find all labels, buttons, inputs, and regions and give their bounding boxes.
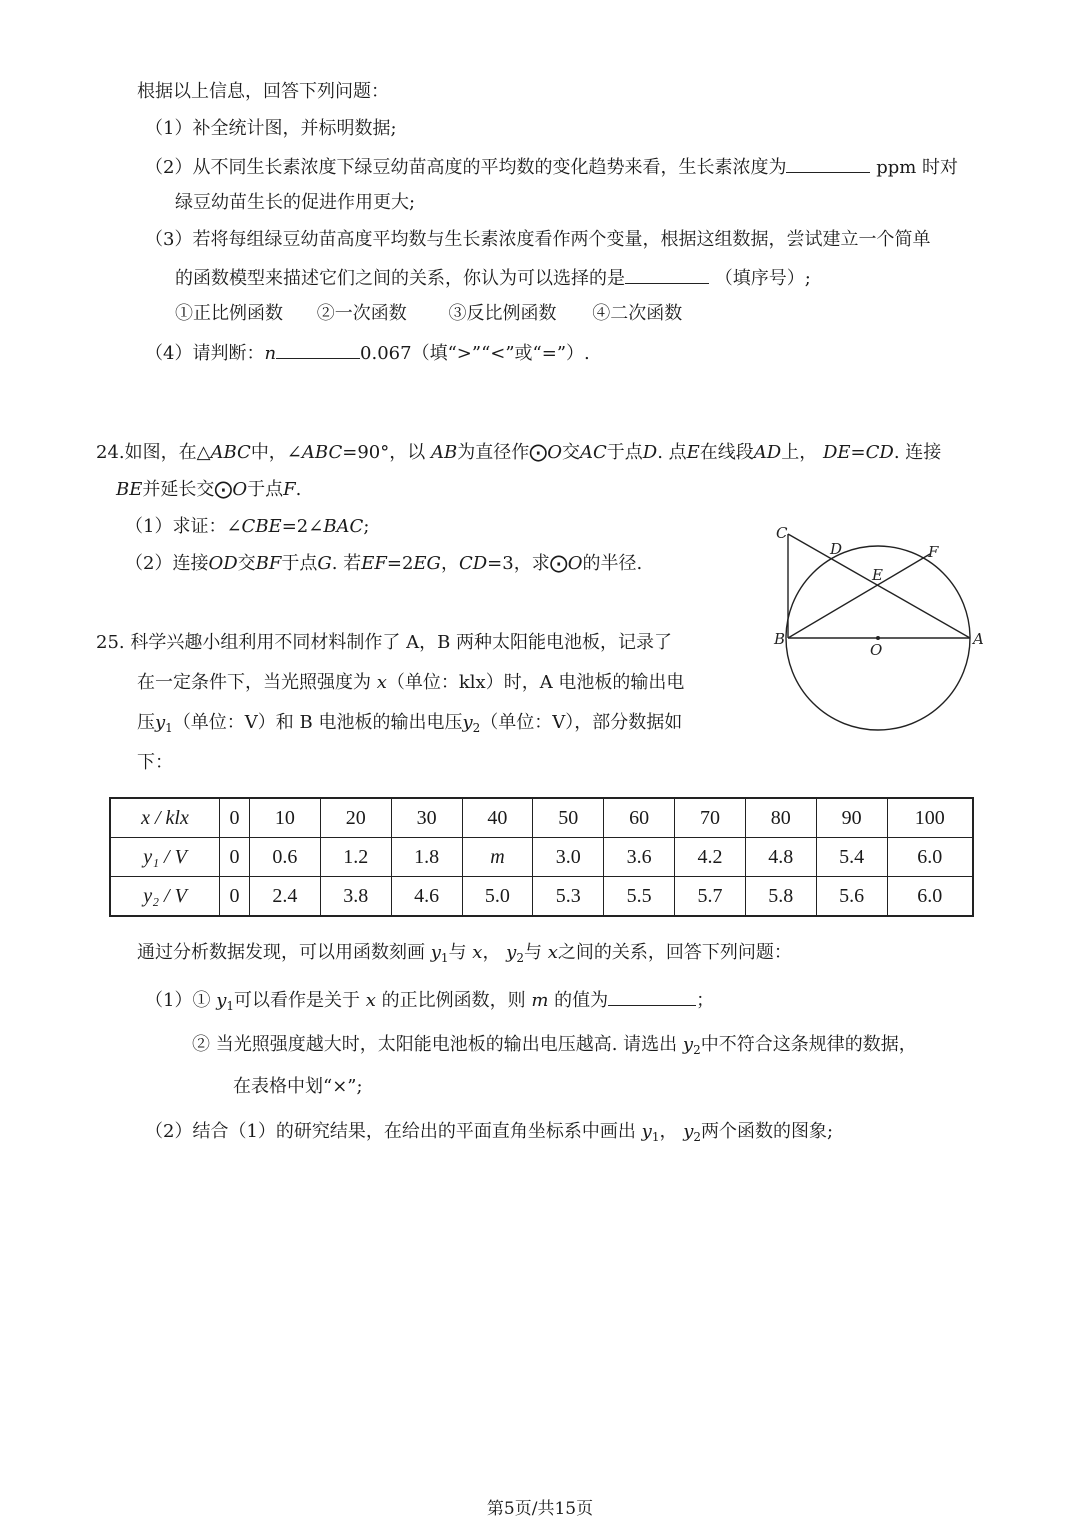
q25-part1-2: ② 当光照强度越大时，太阳能电池板的输出电压越高. 请选出 $y_2$中不符合这条规律的数据， <box>192 1034 917 1057</box>
q23-options <box>175 302 682 326</box>
row-header: x / klx <box>110 798 220 838</box>
table-cell: 5.4 <box>816 838 887 877</box>
page-footer: 第5页/共15页 <box>486 1499 594 1519</box>
table-cell: 5.5 <box>604 877 675 917</box>
q23-part3-cont: 的函数模型来描述它们之间的关系，你认为可以选择的是 （填序号）; <box>175 265 811 291</box>
table-cell: m <box>462 838 533 877</box>
table-cell: 4.8 <box>745 838 816 877</box>
answer-blank[interactable] <box>608 987 696 1006</box>
q23-intro: 根据以上信息，回答下列问题： <box>137 81 389 102</box>
table-row <box>110 798 973 838</box>
option-2: ②一次函数 <box>316 303 407 324</box>
table-cell: 6.0 <box>887 877 973 917</box>
row-header: y₁ / V <box>110 838 220 877</box>
table-cell: 80 <box>745 798 816 838</box>
table-cell: 0.6 <box>249 838 320 877</box>
table-cell: 0 <box>220 838 250 877</box>
q23-part1: （1）补全统计图，并标明数据; <box>145 118 397 139</box>
q24-stem-line1: 24.如图，在△ABC中，∠ABC=90°，以 AB为直径作⨀O交AC于点D. 点E在线段AD上， DE=CD. 连接 <box>96 442 942 463</box>
table-cell: 50 <box>533 798 604 838</box>
data-table <box>109 797 974 917</box>
table-cell: 1.2 <box>320 838 391 877</box>
table-cell: 5.8 <box>745 877 816 917</box>
option-3: ③反比例函数 <box>448 303 557 324</box>
q23-part4: （4）请判断：n 0.067（填“>”“<”或“=”）. <box>145 340 590 366</box>
table-cell: 1.8 <box>391 838 462 877</box>
table-cell: 20 <box>320 798 391 838</box>
table-cell: 100 <box>887 798 973 838</box>
label-f: F <box>928 543 939 561</box>
q25-analysis: 通过分析数据发现，可以用函数刻画 $y_1$与 x， $y_2$与 x之间的关系，回答下列问题： <box>137 942 792 965</box>
q25-stem-line4: 下： <box>137 752 173 773</box>
label-o: O <box>870 641 883 659</box>
table-cell: 5.7 <box>675 877 746 917</box>
geometry-figure <box>770 518 995 733</box>
table-cell: 6.0 <box>887 838 973 877</box>
q23-part2-cont: 绿豆幼苗生长的促进作用更大; <box>175 192 416 213</box>
table-cell: 60 <box>604 798 675 838</box>
table-cell: 3.8 <box>320 877 391 917</box>
q25-part1-1: （1）① $y_1$可以看作是关于 x 的正比例函数，则 m 的值为 ； <box>145 987 714 1013</box>
segment-bf <box>788 554 930 638</box>
q25-part1-2-cont: 在表格中划“×”; <box>233 1076 363 1097</box>
table-cell: 4.2 <box>675 838 746 877</box>
q24-part1: （1）求证：∠CBE=2∠BAC; <box>125 516 370 537</box>
label-d: D <box>830 540 843 558</box>
table-cell: 0 <box>220 798 250 838</box>
table-cell: 5.3 <box>533 877 604 917</box>
center-point <box>876 636 880 640</box>
q24-part2: （2）连接OD交BF于点G. 若EF=2EG，CD=3，求⨀O的半径. <box>125 553 643 574</box>
table-cell: 2.4 <box>249 877 320 917</box>
label-e: E <box>872 566 883 584</box>
label-b: B <box>774 630 786 648</box>
table-cell: 30 <box>391 798 462 838</box>
table-cell: 3.6 <box>604 838 675 877</box>
table-cell: 3.0 <box>533 838 604 877</box>
table-cell: 90 <box>816 798 887 838</box>
table-cell: 5.6 <box>816 877 887 917</box>
table-row <box>110 877 973 917</box>
answer-blank[interactable] <box>625 265 709 284</box>
table-cell: 0 <box>220 877 250 917</box>
q25-stem-line2: 在一定条件下，当光照强度为 x（单位：klx）时，A 电池板的输出电 <box>137 672 685 693</box>
q23-part2: （2）从不同生长素浓度下绿豆幼苗高度的平均数的变化趋势来看，生长素浓度为 ppm 时对 <box>145 154 958 180</box>
table-cell: 10 <box>249 798 320 838</box>
q24-stem-line2: BE并延长交⨀O于点F. <box>116 479 302 500</box>
answer-blank[interactable] <box>786 154 870 173</box>
table-cell: 40 <box>462 798 533 838</box>
option-4: ④二次函数 <box>592 303 683 324</box>
q25-part2: （2）结合（1）的研究结果，在给出的平面直角坐标系中画出 $y_1$， $y_2$两个函数的图象; <box>145 1121 834 1144</box>
q23-part3: （3）若将每组绿豆幼苗高度平均数与生长素浓度看作两个变量，根据这组数据，尝试建立一个简单 <box>145 229 931 250</box>
table-row <box>110 838 973 877</box>
answer-blank[interactable] <box>276 340 360 359</box>
table-cell: 5.0 <box>462 877 533 917</box>
label-a: A <box>973 630 984 648</box>
label-c: C <box>776 524 788 542</box>
table-cell: 4.6 <box>391 877 462 917</box>
q25-stem-line1: 25. 科学兴趣小组利用不同材料制作了 A，B 两种太阳能电池板，记录了 <box>96 632 673 653</box>
table-cell: 70 <box>675 798 746 838</box>
row-header: y₂ / V <box>110 877 220 917</box>
option-1: ①正比例函数 <box>175 303 283 324</box>
q25-stem-line3: 压$y_1$（单位：V）和 B 电池板的输出电压$y_2$（单位：V），部分数据如 <box>137 712 683 735</box>
